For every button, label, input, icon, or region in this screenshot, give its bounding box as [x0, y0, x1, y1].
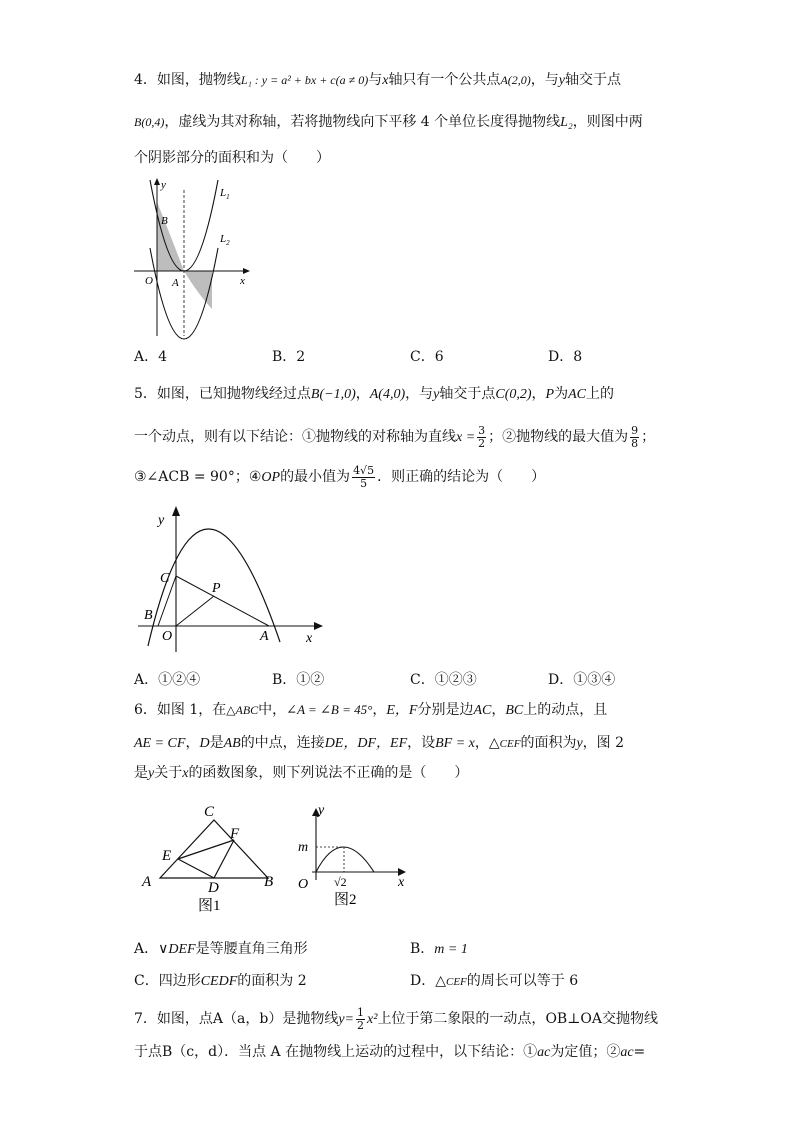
- q6-seg-de: [178, 859, 214, 878]
- q4-line-1: [134, 70, 621, 91]
- q4-text: 轴交于点: [564, 72, 621, 88]
- q5-point-c: C(0,2): [495, 387, 532, 402]
- q5-label-o: O: [162, 629, 173, 644]
- q5-figure: [134, 504, 324, 654]
- q5-label-b: B: [144, 608, 153, 623]
- q7-text: =: [633, 1044, 646, 1060]
- q6-fig1-caption: 图1: [198, 898, 221, 914]
- q4-l2: L₂: [560, 115, 573, 130]
- q7-line-1: [134, 1005, 658, 1034]
- frac-den: 8: [631, 436, 639, 450]
- q5-frac-9-8: [630, 425, 639, 450]
- q5-label-x: x: [306, 631, 313, 646]
- q6-text: 6．如图 1，在: [134, 702, 227, 718]
- q5-line-3: [134, 462, 545, 493]
- q6-segs: DE，DF，EF: [324, 736, 408, 751]
- q6-fig1-label-b: B: [264, 874, 274, 890]
- q4-label-x: x: [240, 275, 245, 287]
- q6-fig2-label-root2: √2: [334, 875, 347, 889]
- frac-den: 2: [478, 436, 486, 450]
- frac-num: 9: [631, 423, 639, 437]
- q4-text: ，虚线为其对称轴，若将抛物线向下平移 4 个单位长度得抛物线: [164, 114, 561, 130]
- q5-text: ，与: [405, 386, 434, 402]
- q6-tri-abc: △ABC: [226, 703, 259, 717]
- q4-text: 轴只有一个公共点: [388, 72, 501, 88]
- q5-option-d[interactable]: D．①③④: [548, 672, 616, 688]
- q6-text: ，: [185, 735, 200, 751]
- q6-text: 的函数图象，则下列说法不正确的是（ ）: [188, 765, 469, 781]
- q6-opt-text: 的周长可以等于 6: [466, 973, 579, 989]
- q6-opt-text: 的面积为 2: [237, 973, 307, 989]
- q4-var-x: x: [382, 73, 389, 88]
- q4-line-3: 个阴影部分的面积和为（ ）: [134, 150, 330, 166]
- q4-text: 4．如图，抛物线: [134, 72, 241, 88]
- q5-seg-op: [176, 596, 214, 626]
- q6-var-x: x: [182, 766, 189, 781]
- q6-text: 是: [209, 735, 224, 751]
- q4-text: ，与: [530, 72, 559, 88]
- q4-var-y: y: [558, 73, 565, 88]
- q7-yeq: y=: [338, 1012, 355, 1027]
- q6-text: 的中点，连接: [240, 735, 325, 751]
- q6-fig1-label-a: A: [142, 874, 152, 890]
- q6-text: ，图 2: [582, 735, 625, 751]
- q4-option-a[interactable]: A．4: [134, 349, 168, 365]
- q5-frac-4r5-5: [352, 465, 375, 490]
- q6-text: ，△: [474, 735, 500, 751]
- q5-point-a: A(4,0): [369, 387, 406, 402]
- q7-x2: x²: [367, 1012, 378, 1027]
- frac-num: 4√5: [353, 463, 375, 477]
- frac-den: 2: [357, 1018, 365, 1032]
- q6-bf: BF = x: [435, 736, 475, 751]
- q6-fig2-label-x: x: [398, 875, 405, 890]
- q5-text: ，: [531, 386, 546, 402]
- frac-den: 5: [360, 476, 368, 490]
- q6-opt-text: A．∨: [134, 941, 169, 957]
- q6-fig2-curve: [316, 847, 374, 872]
- q5-text: ③∠ACB = 90°；④: [134, 469, 262, 485]
- q4-l1-main: L: [220, 187, 227, 199]
- q6-d: D: [199, 736, 210, 751]
- q5-text: 轴交于点: [439, 386, 496, 402]
- q5-label-a: A: [260, 629, 269, 644]
- q7-point-a: A（a，b）: [212, 1011, 283, 1027]
- q4-point-a: A(2,0): [500, 73, 531, 87]
- q7-text: ．当点 A 在抛物线上运动的过程中，以下结论：①: [224, 1044, 538, 1060]
- q5-text: 的最小值为: [280, 469, 351, 485]
- q6-text: ，: [372, 702, 387, 718]
- q5-frac-3-2: [477, 425, 486, 450]
- q5-label-c: C: [160, 571, 170, 586]
- q4-l2-main: L: [220, 233, 227, 245]
- q6-ae-cf: AE = CF: [134, 736, 186, 751]
- q4-label-o: O: [145, 275, 153, 287]
- q7-ac: ac: [537, 1045, 551, 1060]
- q5-text: 上的: [585, 386, 614, 402]
- q5-text: 一个动点，则有以下结论：①抛物线的对称轴为直线: [134, 429, 456, 445]
- q6-option-c[interactable]: [134, 971, 307, 992]
- q5-text: ；②抛物线的最大值为: [488, 429, 629, 445]
- q6-opt-cef: CEF: [446, 976, 467, 988]
- q6-opt-text: 是等腰直角三角形: [195, 941, 308, 957]
- q4-l2-sub: 2: [226, 239, 230, 247]
- q4-y-arrow: [154, 178, 160, 185]
- q7-point-b: B（c，d）: [162, 1044, 225, 1060]
- q7-frac-1-2: [356, 1007, 365, 1032]
- q6-option-a[interactable]: [134, 939, 308, 960]
- q6-var-y: y: [148, 766, 155, 781]
- q6-fig1-label-d: D: [208, 880, 219, 896]
- q4-line-2: [134, 112, 643, 133]
- q5-point-b: B(−1,0): [310, 387, 356, 402]
- q5-text: 为: [554, 386, 569, 402]
- q6-seg-ab: AB: [223, 736, 241, 751]
- q5-line-1: [134, 384, 614, 405]
- q6-text: 分别是边: [417, 702, 474, 718]
- q5-seg-ca: [176, 576, 269, 626]
- q5-text: ．则正确的结论为（ ）: [377, 469, 546, 485]
- q5-text: ，: [355, 386, 370, 402]
- q6-triangle-abc: [160, 820, 268, 878]
- q6-figure-1: [138, 802, 288, 914]
- q5-option-b[interactable]: B．①②: [272, 672, 325, 688]
- q6-option-d[interactable]: [410, 971, 578, 992]
- q6-fig2-label-o: O: [298, 877, 309, 892]
- q5-text: 5．如图，已知抛物线经过点: [134, 386, 311, 402]
- q5-option-a[interactable]: A．①②④: [134, 672, 201, 688]
- q5-line-2: [134, 422, 655, 453]
- q6-seg-ac: AC: [473, 703, 492, 718]
- q5-var-p: P: [545, 387, 555, 402]
- q5-xeq: x =: [456, 430, 476, 445]
- q6-line-2: [134, 733, 624, 754]
- q5-text: ；: [641, 429, 656, 445]
- q6-cef: CEF: [499, 738, 521, 750]
- q5-seg-op: OP: [261, 470, 281, 485]
- q4-option-b[interactable]: B．2: [272, 349, 306, 365]
- q6-text: 关于: [154, 765, 183, 781]
- q4-l1-sub: 1: [226, 193, 230, 201]
- q6-opt-def: DEF: [168, 942, 196, 957]
- q4-label-b: B: [161, 215, 168, 227]
- q6-opt-cedf: CEDF: [200, 974, 238, 989]
- q6-seg-bc: BC: [505, 703, 524, 718]
- q7-text: 为定值；②: [550, 1044, 621, 1060]
- q6-text: ，设: [407, 735, 436, 751]
- q6-option-b[interactable]: [410, 939, 468, 960]
- q5-x-arrow: [314, 622, 323, 630]
- q5-y-arrow: [172, 506, 180, 516]
- q6-fig1-label-c: C: [204, 804, 215, 820]
- q4-x-arrow: [243, 268, 250, 274]
- q7-text: 于点: [134, 1044, 162, 1060]
- q7-perp: OB⊥OA: [545, 1011, 602, 1027]
- q4-label-l1: [219, 187, 230, 201]
- q4-shade-right: [184, 271, 212, 309]
- q4-point-b: B(0,4): [134, 115, 165, 129]
- q4-formula-l1: L₁ : y = a² + bx + c(a ≠ 0): [240, 73, 369, 87]
- q4-text: ，则图中两: [572, 114, 643, 130]
- q7-text: 是抛物线: [282, 1011, 339, 1027]
- q7-text: 上位于第二象限的一动点，: [377, 1011, 546, 1027]
- q6-text: ，: [491, 702, 506, 718]
- q6-text: 中，: [258, 702, 287, 718]
- q6-line-1: [134, 700, 607, 721]
- q6-ef: E，F: [386, 703, 418, 718]
- q4-label-l2: [219, 233, 230, 247]
- q5-var-y: y: [433, 387, 440, 402]
- q6-line-3: [134, 763, 468, 784]
- q6-text: 的面积为: [520, 735, 577, 751]
- q4-shade-left: [157, 202, 184, 271]
- q6-angle: ∠A = ∠B = 45°: [286, 702, 373, 717]
- q6-fig2-label-y: y: [318, 803, 325, 818]
- q6-fig1-label-e: E: [162, 848, 172, 864]
- q6-figure-2: [294, 800, 414, 912]
- q6-var-y: y: [576, 736, 583, 751]
- q5-label-y: y: [158, 513, 165, 528]
- q4-label-y: y: [161, 179, 166, 191]
- q6-opt-text: B．: [410, 941, 435, 957]
- q5-seg-ac: AC: [568, 387, 586, 402]
- q6-fig1-label-f: F: [230, 826, 240, 842]
- q4-label-a: A: [172, 277, 179, 289]
- q7-line-2: [134, 1042, 645, 1063]
- q4-option-d[interactable]: D．8: [548, 349, 583, 365]
- frac-num: 1: [357, 1005, 365, 1019]
- q6-opt-text: D．△: [410, 973, 446, 989]
- q5-label-p: P: [212, 581, 221, 596]
- frac-num: 3: [478, 423, 486, 437]
- q4-text: 与: [368, 72, 383, 88]
- q7-ac: ac: [620, 1045, 634, 1060]
- q7-text: 交抛物线: [601, 1011, 658, 1027]
- q7-text: 7．如图，点: [134, 1011, 213, 1027]
- q4-figure: [128, 176, 268, 341]
- q6-text: 上的动点，且: [523, 702, 608, 718]
- q6-opt-text: C．四边形: [134, 973, 201, 989]
- q6-text: 是: [134, 765, 148, 781]
- q4-option-c[interactable]: C．6: [410, 349, 444, 365]
- q5-option-c[interactable]: C．①②③: [410, 672, 477, 688]
- q6-fig2-label-m: m: [298, 840, 309, 855]
- q6-fig2-caption: 图2: [334, 892, 357, 908]
- q6-opt-m: m = 1: [434, 942, 468, 957]
